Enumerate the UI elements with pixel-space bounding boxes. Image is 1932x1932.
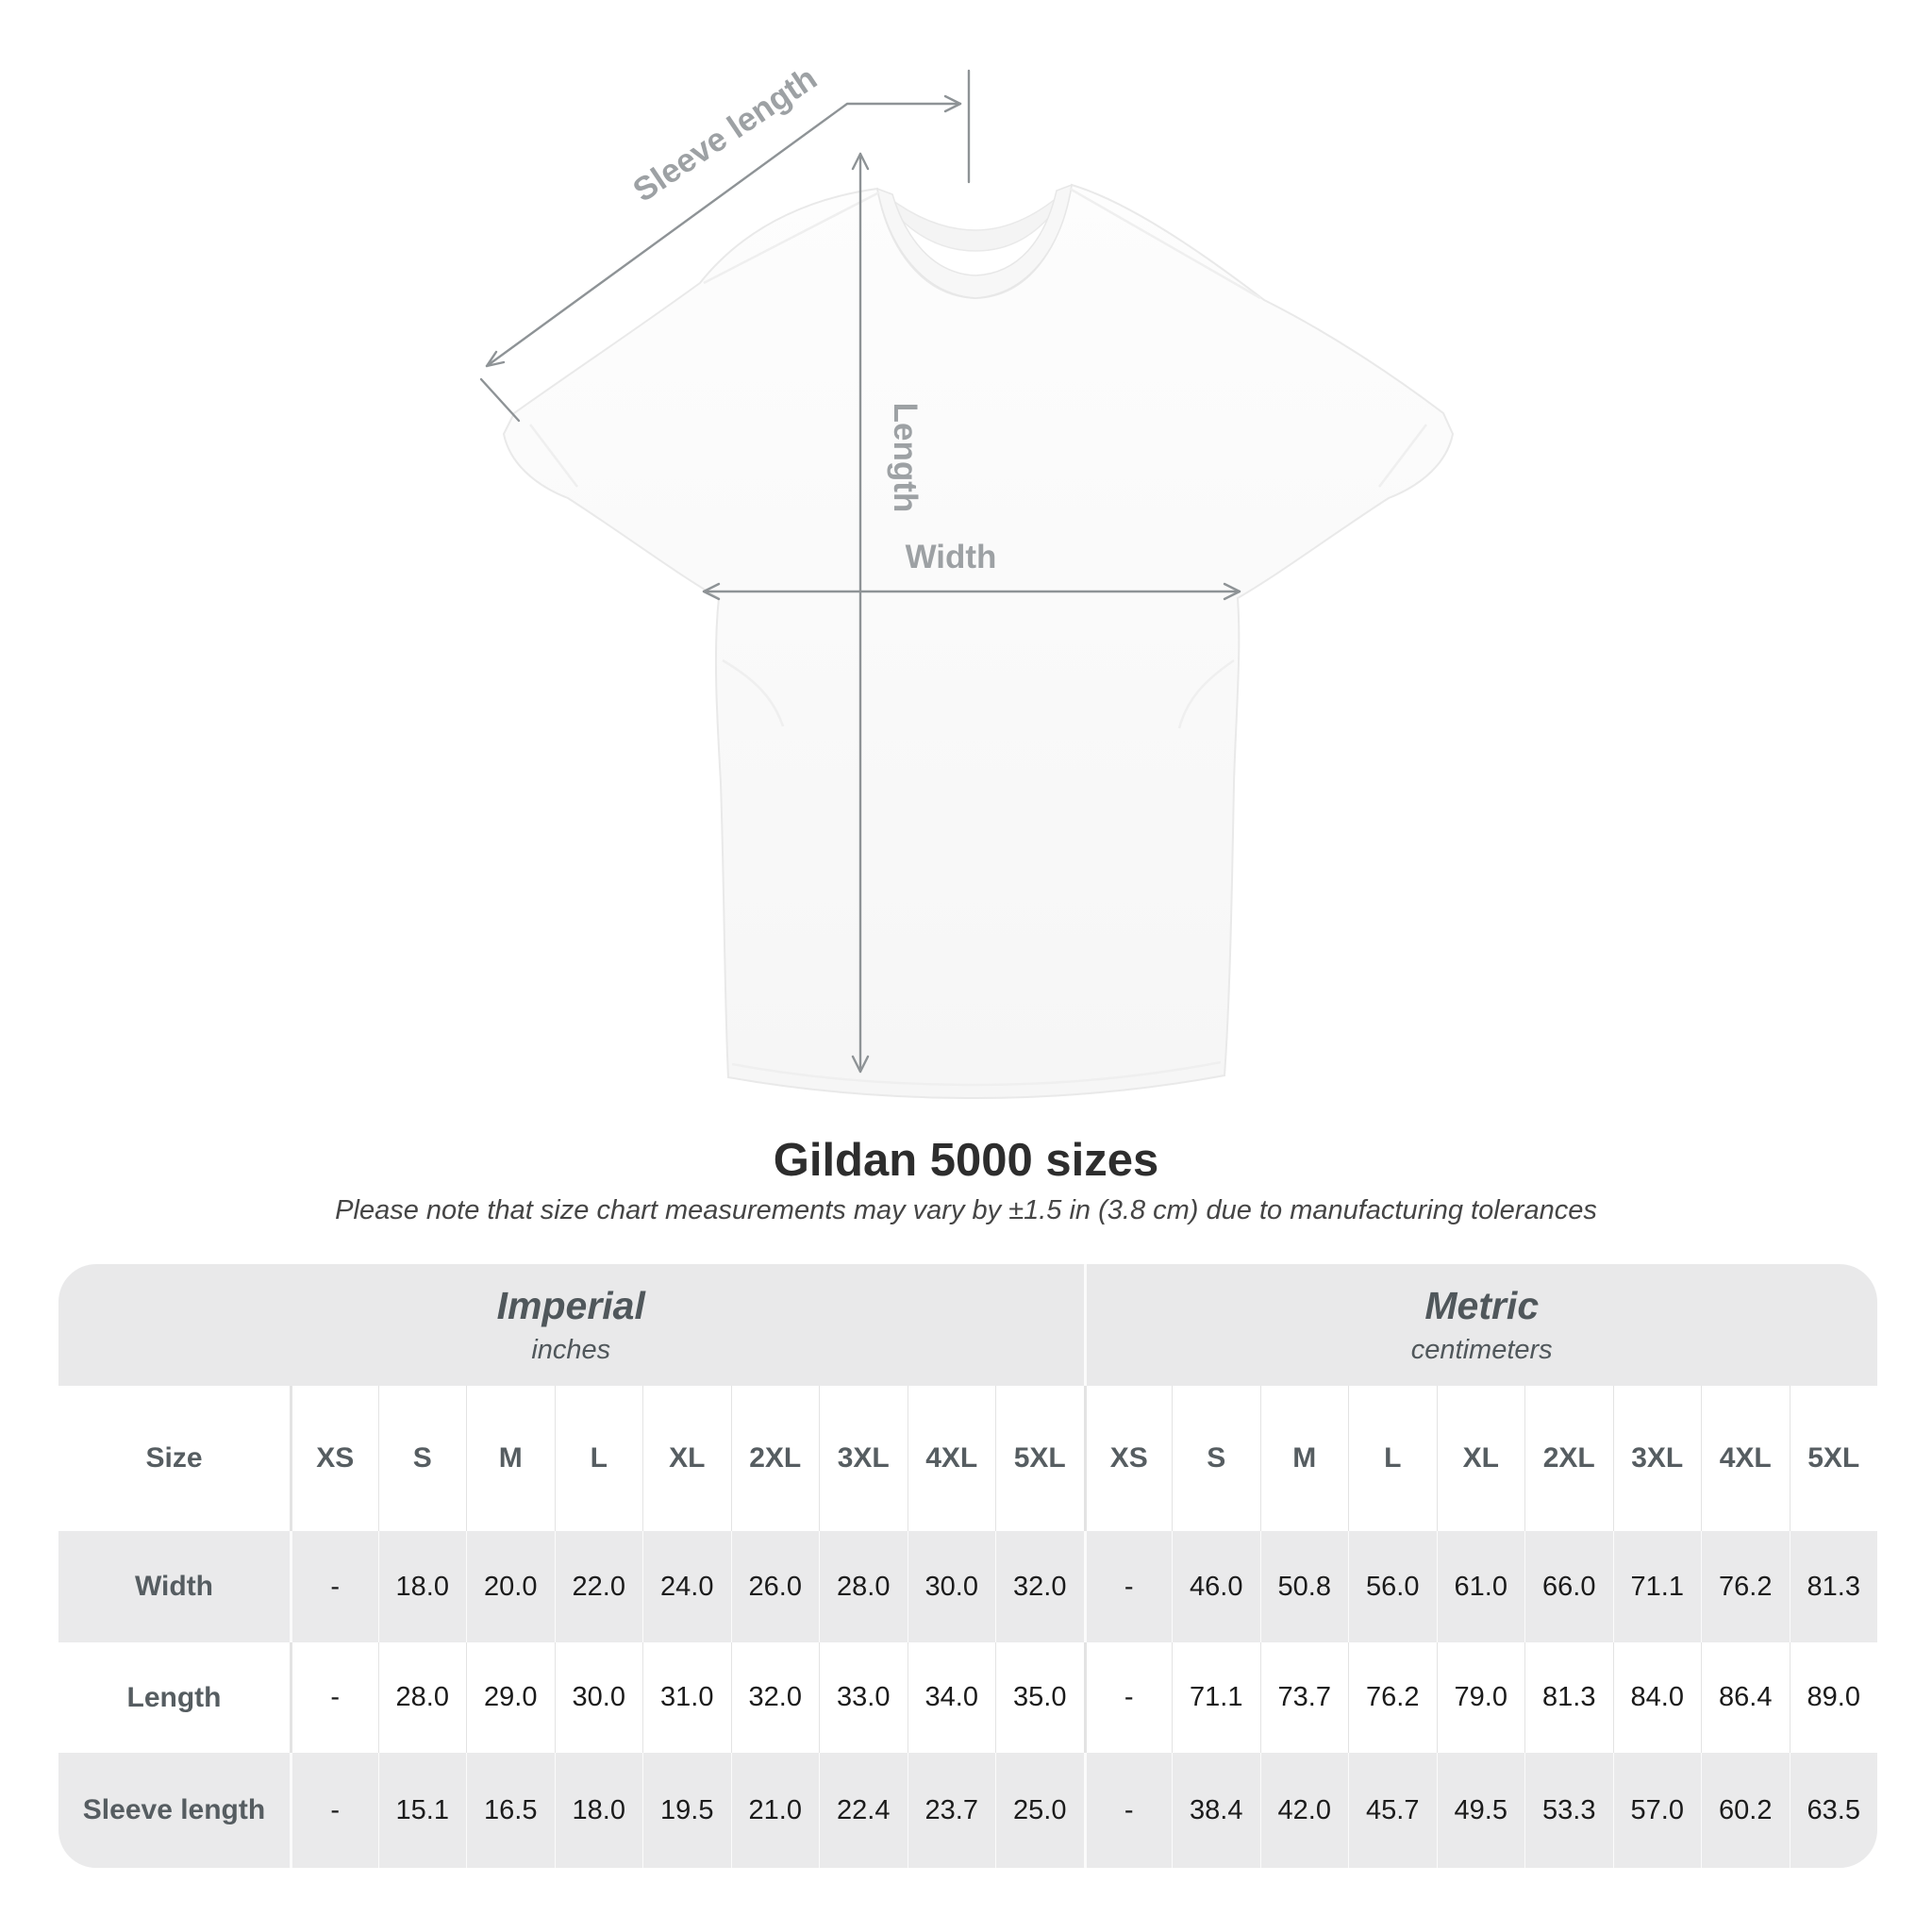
value-cell: 71.1	[1172, 1642, 1260, 1753]
value-cell: -	[1084, 1642, 1173, 1753]
value-cell: 56.0	[1348, 1531, 1437, 1642]
size-header-cell: M	[466, 1386, 555, 1531]
row-label: Width	[58, 1531, 290, 1642]
value-cell: 63.5	[1790, 1753, 1878, 1868]
size-header-cell: XS	[290, 1386, 378, 1531]
value-cell: 76.2	[1348, 1642, 1437, 1753]
value-cell: 81.3	[1524, 1642, 1613, 1753]
group-unit: centimeters	[1410, 1335, 1553, 1365]
value-cell: 28.0	[378, 1642, 467, 1753]
value-cell: 30.0	[908, 1531, 996, 1642]
value-cell: -	[1084, 1753, 1173, 1868]
value-cell: 18.0	[378, 1531, 467, 1642]
page-subtitle: Please note that size chart measurements may vary by ±1.5 in (3.8 cm) due to manufacturing tolerances	[335, 1195, 1597, 1225]
size-header-cell: 4XL	[908, 1386, 996, 1531]
group-name: Metric	[1424, 1284, 1540, 1327]
value-cell: 38.4	[1172, 1753, 1260, 1868]
size-header-cell: 5XL	[1790, 1386, 1878, 1531]
size-header-cell: XL	[642, 1386, 731, 1531]
size-header-cell: XS	[1084, 1386, 1173, 1531]
value-cell: 49.5	[1437, 1753, 1525, 1868]
value-cell: 30.0	[555, 1642, 643, 1753]
value-cell: 16.5	[466, 1753, 555, 1868]
value-cell: 26.0	[731, 1531, 820, 1642]
sleeve-length-label: Sleeve length	[626, 59, 824, 209]
value-cell: -	[290, 1642, 378, 1753]
value-cell: 89.0	[1790, 1642, 1878, 1753]
size-header-cell: S	[1172, 1386, 1260, 1531]
column-group-imperial	[58, 1264, 1084, 1386]
value-cell: -	[290, 1753, 378, 1868]
value-cell: 24.0	[642, 1531, 731, 1642]
value-cell: 32.0	[731, 1642, 820, 1753]
value-cell: 32.0	[995, 1531, 1084, 1642]
size-header-cell: 3XL	[819, 1386, 908, 1531]
value-cell: 21.0	[731, 1753, 820, 1868]
size-header-cell: M	[1260, 1386, 1349, 1531]
value-cell: 57.0	[1613, 1753, 1702, 1868]
row-label: Length	[58, 1642, 290, 1753]
size-header-cell: 2XL	[731, 1386, 820, 1531]
value-cell: -	[290, 1531, 378, 1642]
value-cell: 22.4	[819, 1753, 908, 1868]
page-title: Gildan 5000 sizes	[773, 1135, 1159, 1186]
value-cell: 61.0	[1437, 1531, 1525, 1642]
group-name: Imperial	[496, 1284, 645, 1327]
value-cell: 31.0	[642, 1642, 731, 1753]
size-column-header: Size	[58, 1386, 290, 1531]
length-label: Length	[887, 402, 924, 513]
value-cell: 46.0	[1172, 1531, 1260, 1642]
size-header-cell: 2XL	[1524, 1386, 1613, 1531]
value-cell: 53.3	[1524, 1753, 1613, 1868]
value-cell: 23.7	[908, 1753, 996, 1868]
value-cell: 79.0	[1437, 1642, 1525, 1753]
size-header-cell: 4XL	[1701, 1386, 1790, 1531]
size-header-cell: XL	[1437, 1386, 1525, 1531]
value-cell: 19.5	[642, 1753, 731, 1868]
column-group-metric	[1084, 1264, 1878, 1386]
value-cell: 35.0	[995, 1642, 1084, 1753]
sleeve-cuff-tick	[481, 379, 519, 421]
value-cell: 60.2	[1701, 1753, 1790, 1868]
value-cell: 22.0	[555, 1531, 643, 1642]
value-cell: 20.0	[466, 1531, 555, 1642]
value-cell: 50.8	[1260, 1531, 1349, 1642]
value-cell: 25.0	[995, 1753, 1084, 1868]
value-cell: 33.0	[819, 1642, 908, 1753]
value-cell: 45.7	[1348, 1753, 1437, 1868]
value-cell: 18.0	[555, 1753, 643, 1868]
value-cell: 71.1	[1613, 1531, 1702, 1642]
value-cell: 73.7	[1260, 1642, 1349, 1753]
size-header-cell: 5XL	[995, 1386, 1084, 1531]
size-header-cell: S	[378, 1386, 467, 1531]
group-unit: inches	[531, 1335, 611, 1365]
value-cell: 84.0	[1613, 1642, 1702, 1753]
value-cell: 42.0	[1260, 1753, 1349, 1868]
value-cell: 66.0	[1524, 1531, 1613, 1642]
size-header-cell: L	[1348, 1386, 1437, 1531]
value-cell: 81.3	[1790, 1531, 1878, 1642]
value-cell: 86.4	[1701, 1642, 1790, 1753]
value-cell: 29.0	[466, 1642, 555, 1753]
size-header-cell: 3XL	[1613, 1386, 1702, 1531]
value-cell: 76.2	[1701, 1531, 1790, 1642]
tshirt-illustration	[504, 185, 1453, 1098]
width-label: Width	[905, 539, 997, 575]
size-header-cell: L	[555, 1386, 643, 1531]
value-cell: -	[1084, 1531, 1173, 1642]
value-cell: 34.0	[908, 1642, 996, 1753]
row-label: Sleeve length	[58, 1753, 290, 1868]
size-table	[58, 1264, 1877, 1868]
value-cell: 28.0	[819, 1531, 908, 1642]
value-cell: 15.1	[378, 1753, 467, 1868]
